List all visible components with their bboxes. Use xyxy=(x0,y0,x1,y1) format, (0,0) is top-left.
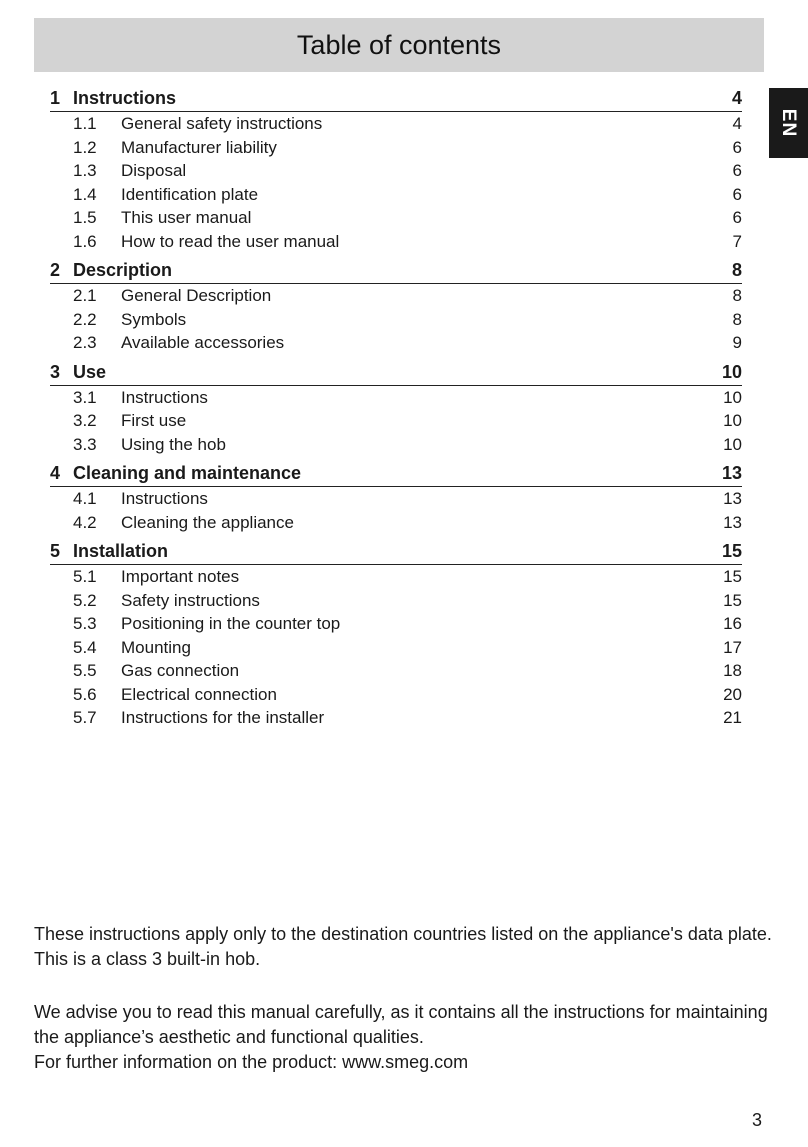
entry-number: 3.3 xyxy=(73,434,97,454)
toc-entry[interactable] xyxy=(50,612,742,636)
toc-section-heading[interactable] xyxy=(50,461,742,487)
entry-page: 16 xyxy=(723,614,742,633)
entry-title: First use xyxy=(121,411,187,430)
entry-page: 18 xyxy=(723,661,742,680)
toc-section xyxy=(50,539,742,730)
section-page: 8 xyxy=(731,260,742,280)
toc-entry[interactable] xyxy=(50,706,742,730)
entry-page: 17 xyxy=(723,637,742,657)
entry-title: Gas connection xyxy=(121,661,240,680)
toc-entry[interactable] xyxy=(50,206,742,230)
section-number: 2 xyxy=(50,260,61,280)
entry-page: 20 xyxy=(723,684,742,704)
entry-number: 3.1 xyxy=(73,387,97,407)
toc-entry[interactable] xyxy=(50,331,742,355)
toc-entry[interactable] xyxy=(50,589,742,613)
toc-entry[interactable] xyxy=(50,136,742,160)
entry-number: 5.6 xyxy=(73,684,97,704)
entry-title: How to read the user manual xyxy=(121,231,340,251)
table-of-contents xyxy=(50,86,742,735)
section-page: 10 xyxy=(721,361,742,382)
entry-page: 7 xyxy=(732,231,742,251)
entry-title: Instructions xyxy=(121,387,208,407)
entry-page: 10 xyxy=(723,434,742,454)
toc-entry[interactable] xyxy=(50,159,742,183)
entry-page: 21 xyxy=(723,708,742,727)
toc-entry[interactable] xyxy=(50,659,742,683)
entry-number: 5.5 xyxy=(73,661,97,680)
entry-title: Instructions xyxy=(121,489,208,508)
toc-entry[interactable] xyxy=(50,230,742,254)
section-title: Description xyxy=(73,260,173,280)
toc-section xyxy=(50,461,742,534)
language-tab xyxy=(769,88,808,158)
note-advice: We advise you to read this manual carefully, as it contains all the instructions for maintaining the appliance’s aesthetic and functional qualities. xyxy=(34,1002,768,1047)
toc-section xyxy=(50,86,742,253)
entry-number: 2.3 xyxy=(73,333,97,352)
entry-page: 9 xyxy=(732,333,742,352)
toc-entry[interactable] xyxy=(50,433,742,457)
note-destination: These instructions apply only to the destination countries listed on the appliance's data plate. xyxy=(34,924,772,944)
entry-page: 8 xyxy=(732,286,742,305)
entry-title: Electrical connection xyxy=(121,684,277,704)
entry-page: 15 xyxy=(723,590,742,610)
section-number: 4 xyxy=(50,463,61,483)
toc-entry[interactable] xyxy=(50,112,742,136)
entry-page: 8 xyxy=(732,309,742,329)
entry-title: Disposal xyxy=(121,161,187,180)
toc-entry[interactable] xyxy=(50,683,742,707)
entry-number: 5.2 xyxy=(73,590,97,610)
notes-block xyxy=(34,922,774,1075)
entry-title: Important notes xyxy=(121,567,240,586)
note-class: This is a class 3 built-in hob. xyxy=(34,949,261,969)
entry-number: 5.3 xyxy=(73,614,97,633)
entry-page: 6 xyxy=(732,137,742,157)
entry-number: 4.1 xyxy=(73,489,97,508)
toc-section xyxy=(50,258,742,355)
entry-number: 1.1 xyxy=(73,114,97,133)
toc-entry[interactable] xyxy=(50,565,742,589)
entry-page: 10 xyxy=(723,387,742,407)
entry-number: 2.1 xyxy=(73,286,97,305)
entry-page: 15 xyxy=(723,567,742,586)
toc-section-heading[interactable] xyxy=(50,360,742,386)
toc-section-heading[interactable] xyxy=(50,258,742,284)
section-title: Installation xyxy=(73,541,169,561)
entry-title: Cleaning the appliance xyxy=(121,512,294,532)
section-number: 3 xyxy=(50,361,61,382)
entry-title: Safety instructions xyxy=(121,590,260,610)
entry-title: Instructions for the installer xyxy=(121,708,325,727)
entry-number: 1.5 xyxy=(73,208,97,227)
language-label: EN xyxy=(778,108,800,138)
section-title: Instructions xyxy=(73,88,177,108)
toc-entry[interactable] xyxy=(50,308,742,332)
entry-page: 6 xyxy=(732,161,742,180)
entry-title: Symbols xyxy=(121,309,187,329)
toc-section xyxy=(50,360,742,457)
toc-title-bar xyxy=(34,18,764,72)
entry-title: This user manual xyxy=(121,208,252,227)
note-website: For further information on the product: www.smeg.com xyxy=(34,1052,469,1072)
entry-number: 5.4 xyxy=(73,637,97,657)
entry-page: 6 xyxy=(732,208,742,227)
toc-entry[interactable] xyxy=(50,636,742,660)
entry-number: 5.7 xyxy=(73,708,97,727)
page-number: 3 xyxy=(751,1110,762,1130)
section-page: 15 xyxy=(721,541,742,561)
section-number: 1 xyxy=(50,88,61,108)
section-page: 4 xyxy=(731,88,742,108)
toc-entry[interactable] xyxy=(50,511,742,535)
toc-section-heading[interactable] xyxy=(50,86,742,112)
toc-entry[interactable] xyxy=(50,409,742,433)
section-page: 13 xyxy=(721,463,742,483)
entry-page: 13 xyxy=(723,489,742,508)
entry-title: Manufacturer liability xyxy=(121,137,277,157)
entry-number: 2.2 xyxy=(73,309,97,329)
entry-page: 6 xyxy=(732,184,742,204)
entry-title: Using the hob xyxy=(121,434,226,454)
entry-number: 1.6 xyxy=(73,231,97,251)
entry-number: 4.2 xyxy=(73,512,97,532)
toc-entry[interactable] xyxy=(50,386,742,410)
entry-number: 1.4 xyxy=(73,184,97,204)
entry-page: 10 xyxy=(723,411,742,430)
entry-title: Available accessories xyxy=(121,333,285,352)
entry-title: General Description xyxy=(121,286,272,305)
entry-title: Identification plate xyxy=(121,184,259,204)
entry-number: 1.3 xyxy=(73,161,97,180)
entry-number: 1.2 xyxy=(73,137,97,157)
toc-entry[interactable] xyxy=(50,284,742,308)
section-title: Cleaning and maintenance xyxy=(73,463,302,483)
entry-page: 4 xyxy=(732,114,742,133)
entry-page: 13 xyxy=(723,512,742,532)
toc-section-heading[interactable] xyxy=(50,539,742,565)
toc-entry[interactable] xyxy=(50,183,742,207)
section-number: 5 xyxy=(50,541,61,561)
entry-title: Mounting xyxy=(121,637,191,657)
entry-number: 3.2 xyxy=(73,411,97,430)
entry-title: Positioning in the counter top xyxy=(121,614,341,633)
page-title: Table of contents xyxy=(296,29,502,60)
entry-title: General safety instructions xyxy=(121,114,323,133)
entry-number: 5.1 xyxy=(73,567,97,586)
toc-entry[interactable] xyxy=(50,487,742,511)
section-title: Use xyxy=(73,361,107,382)
